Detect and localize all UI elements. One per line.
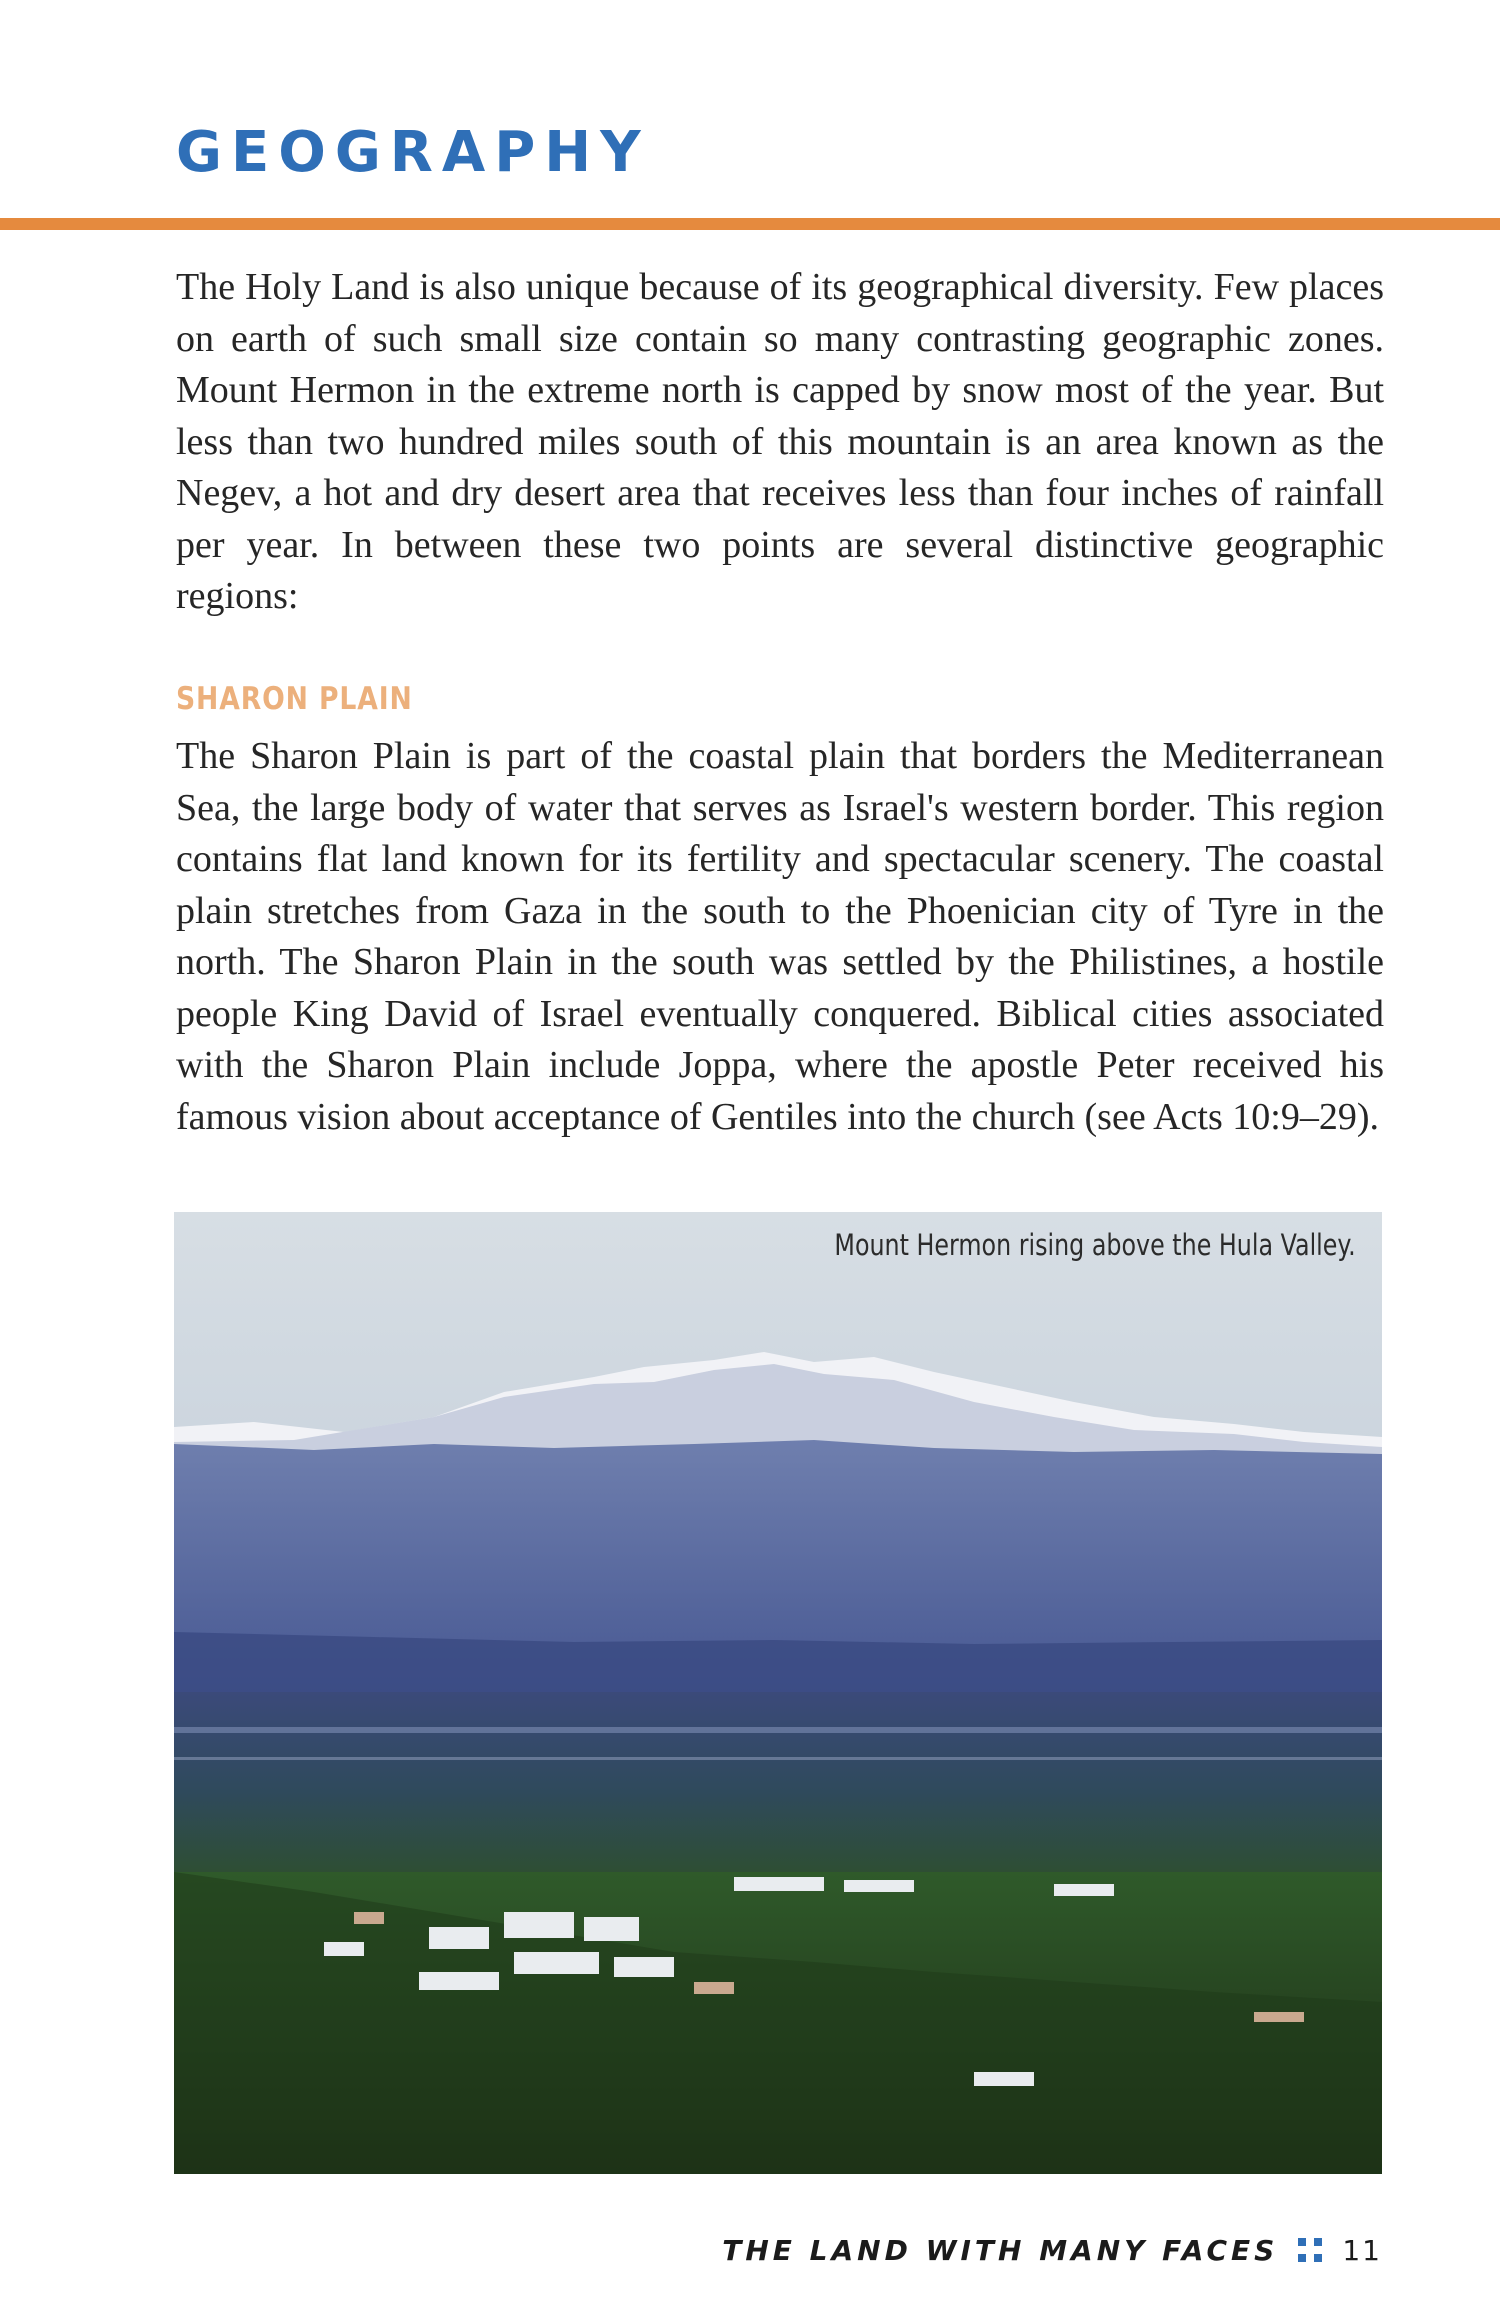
section-title: SHARON PLAIN bbox=[176, 681, 413, 717]
section-paragraph: The Sharon Plain is part of the coastal plain that borders the Mediterranean Sea, the large body of water that serves as Israel's western border. This region contains flat land known for its fertility and spectacular scenery. The coastal plain stretches from Gaza in the south to the Phoenician city of Tyre in the north. The Sharon Plain in the south was settled by the Philistines, a hostile people King David of Israel eventually conquered. Biblical cities associated with the Sharon Plain include Joppa, where the apostle Peter received his famous vision about acceptance of Gentiles into the church (see Acts 10:9–29). bbox=[176, 735, 1384, 1138]
photo-caption: Mount Hermon rising above the Hula Valley. bbox=[834, 1228, 1356, 1262]
page-number: 11 bbox=[1342, 2233, 1382, 2267]
mount-hermon-illustration bbox=[174, 1212, 1382, 2174]
running-title: THE LAND WITH MANY FACES bbox=[722, 2233, 1279, 2267]
intro-paragraph: The Holy Land is also unique because of its geographical diversity. Few places on earth of such small size contain so many contrasting geographic zones. Mount Hermon in the extreme north is capped by snow most of the year. But less than two hundred miles south of this mountain is an area known as the Negev, a hot and dry desert area that receives less than four inches of rainfall per year. In between these two points are several distinctive geographic regions: bbox=[176, 266, 1384, 617]
heading-rule bbox=[0, 218, 1500, 230]
page-heading: GEOGRAPHY bbox=[176, 120, 650, 185]
page-footer bbox=[722, 2230, 1382, 2270]
landscape-photo bbox=[174, 1212, 1382, 2174]
dots-ornament-icon bbox=[1298, 2238, 1322, 2262]
